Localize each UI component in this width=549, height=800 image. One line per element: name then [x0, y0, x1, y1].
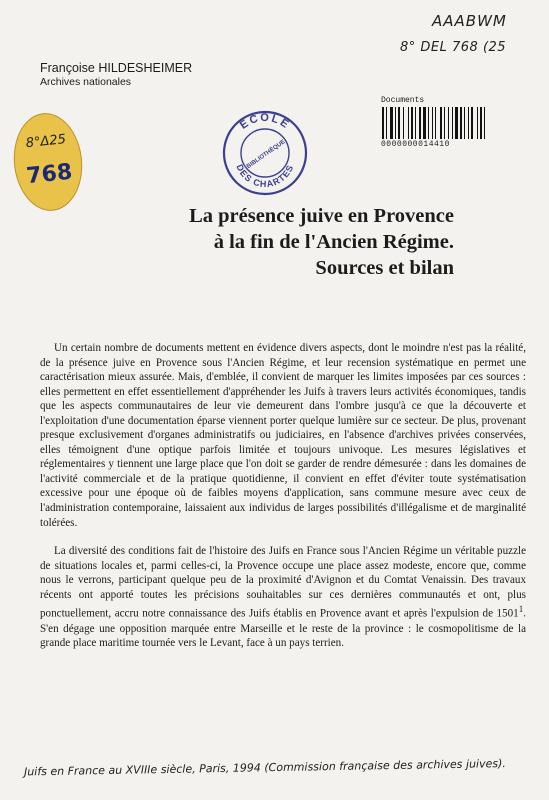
barcode-bar [455, 107, 458, 139]
barcode-bar [415, 107, 416, 139]
barcode-bar [390, 107, 393, 139]
handwritten-shelfmark-line1: AAABWM [432, 12, 507, 30]
barcode-bar [471, 107, 473, 139]
barcode-bar [408, 107, 409, 139]
call-number-sticker [9, 110, 87, 215]
barcode-bar [386, 107, 387, 139]
article-body [40, 341, 526, 651]
handwritten-shelfmark-line2: 8° DEL 768 (25 [400, 40, 507, 55]
title-line-1: La présence juive en Provence [189, 205, 454, 227]
call-sticker-top: 8°Δ25 [25, 132, 67, 152]
barcode-bar [464, 107, 465, 139]
title-line-3: Sources et bilan [315, 257, 454, 279]
author-block [40, 61, 192, 89]
barcode-bars [381, 107, 516, 139]
stamp-text-inner: BIBLIOTHÈQUE [245, 139, 287, 171]
paragraph-2-part-1: La diversité des conditions fait de l'histoire des Juifs en France sous l'Ancien Régime un véritable puzzle de situations locales et, parmi celles-ci, la Provence occupe une place assez modeste, encore que, comme nous le verrons, participant quelque peu de la proximité d'Avignon et du Comtat Venaissin. Des travaux récents ont apporté toutes les précisions souhaitables sur ces dernières communautés et ont, plus ponctuellement, accru notre connaissance des Juifs établis en Provence avant et après l'expulsion de 1501 [40, 545, 526, 620]
barcode-bar [468, 107, 469, 139]
handwritten-citation-note: Juifs en France au XVIIIe siècle, Paris, 1994 (Commission française des archives juives). [23, 757, 506, 779]
barcode-bar [477, 107, 478, 139]
barcode-bar [460, 107, 462, 139]
barcode-bar [432, 107, 433, 139]
footnote-marker[interactable]: 1 [518, 604, 524, 615]
barcode-bar [484, 107, 485, 139]
barcode-number: 0000000014410 [381, 140, 450, 149]
barcode-bar [395, 107, 396, 139]
barcode-bar [452, 107, 453, 139]
call-sticker-number: 768 [25, 159, 74, 190]
barcode-bar [403, 107, 404, 139]
author-name: Françoise HILDESHEIMER [40, 61, 193, 75]
barcode-bar [382, 107, 384, 139]
barcode-bar [480, 107, 482, 139]
barcode-title: Documents [381, 96, 425, 105]
article-title [100, 203, 454, 281]
barcode-bar [423, 107, 426, 139]
barcode-bar [440, 107, 442, 139]
paragraph-2 [40, 544, 526, 651]
title-line-2: à la fin de l'Ancien Régime. [213, 231, 454, 253]
stamp-text-bottom: DES CHARTES [234, 162, 296, 190]
paragraph-2-part-2: . S'en dégage une opposition marquée entre Marseille et le reste de la province : le cosmopolitisme de la grande place maritime tournée vers le Levant, face à un pays terrien. [40, 607, 526, 650]
barcode-bar [444, 107, 445, 139]
stamp-text-top: ECOLE [237, 111, 293, 132]
barcode-bar [435, 107, 436, 139]
barcode-bar [448, 107, 449, 139]
barcode-bar [419, 107, 421, 139]
library-stamp [222, 110, 308, 196]
paragraph-1: Un certain nombre de documents mettent en évidence divers aspects, dont le moindre n'est pas la réalité, de la présence juive en Provence sous l'Ancien Régime, et leur recension systématique en permet une caractérisation mieux assurée. Mais, d'emblée, il convient de marquer les limites imposées par ces sources : elles permettent en effet essentiellement d'appréhender les Juifs à travers leurs activités économiques, tandis que les aspects communautaires de leur vie demeurent dans l'ombre jusqu'à ce que la découverte et l'exploitation d'une documentation éparse viennent porter quelque lumière sur ce secteur. De plus, provenant presque exclusivement d'organes administratifs ou judiciaires, en l'absence d'archives privées conservées, elles témoignent d'une optique parfois limitée et toujours univoque. Les mesures législatives et réglementaires y tiennent une large place que l'on doit se garder de rendre démesurée : dans les domaines de l'activité commerciale et de la pratique quotidienne, il convient en effet d'éviter toute systématisation excessive pour une époque où de faibles moyens d'application, sans commune mesure avec ceux de l'administration contemporaine, laissaient aux individus de larges possibilités d'illégalisme et de marginalité tolérées. [40, 342, 526, 529]
barcode-bar [398, 107, 400, 139]
author-institution: Archives nationales [40, 76, 132, 88]
barcode-bar [428, 107, 429, 139]
barcode-label [381, 96, 516, 149]
barcode-bar [411, 107, 413, 139]
